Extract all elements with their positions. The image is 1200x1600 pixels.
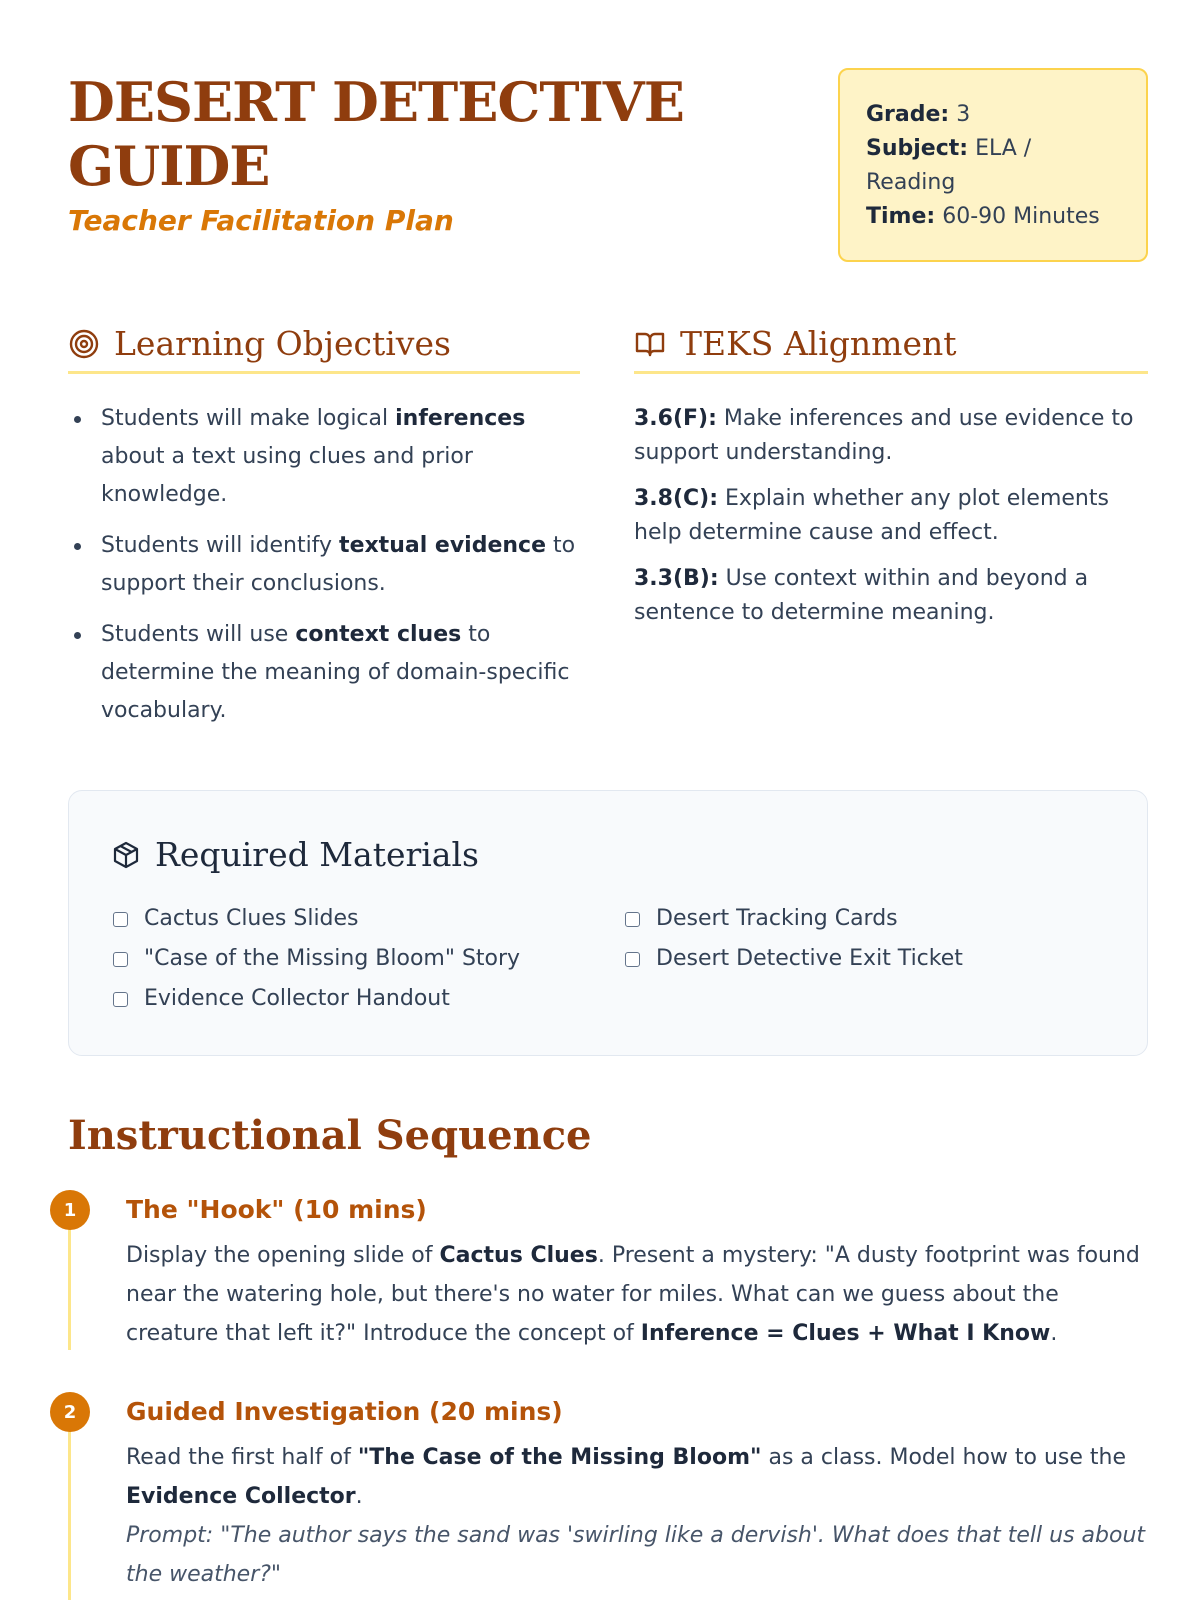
- objective-text: Students will make logical: [101, 406, 396, 431]
- teks-text: Use context within and beyond a sentence to determine meaning.: [634, 566, 1089, 625]
- step-keyword: Cactus Clues: [439, 1243, 598, 1268]
- objectives-list: [68, 400, 580, 743]
- package-icon: [111, 840, 141, 870]
- material-label: Desert Detective Exit Ticket: [656, 946, 963, 971]
- list-item[interactable]: [113, 899, 520, 939]
- materials-heading-text: Required Materials: [155, 835, 479, 874]
- step-text: as a class. Model how to use the: [761, 1445, 1127, 1470]
- objective-keyword: context clues: [295, 622, 462, 647]
- book-open-icon: [634, 328, 666, 360]
- step-body: [126, 1438, 1148, 1516]
- step-text: Display the opening slide of: [126, 1243, 440, 1268]
- material-label: "Case of the Missing Bloom" Story: [144, 946, 521, 971]
- step-text: Read the first half of: [126, 1445, 358, 1470]
- lesson-info-box: [838, 68, 1148, 262]
- material-label: Evidence Collector Handout: [144, 986, 450, 1011]
- grade-label: Grade:: [866, 102, 950, 127]
- subject-value: ELA / Reading: [866, 136, 1032, 195]
- materials-list-left: [113, 899, 520, 1019]
- material-checkbox[interactable]: [113, 912, 128, 927]
- target-icon: [68, 328, 100, 360]
- step-keyword: Inference = Clues + What I Know: [640, 1321, 1051, 1346]
- time-row: [866, 200, 1120, 234]
- objective-text: Students will use: [101, 622, 296, 647]
- objective-text: to support their conclusions.: [101, 533, 576, 596]
- material-checkbox[interactable]: [113, 992, 128, 1007]
- teks-code: 3.8(C):: [634, 486, 719, 511]
- page-subtitle: Teacher Facilitation Plan: [68, 204, 454, 237]
- page-title: DESERT DETECTIVE GUIDE: [68, 70, 684, 198]
- sequence-step-1: [63, 1190, 1148, 1353]
- material-checkbox[interactable]: [113, 952, 128, 967]
- step-number: 1: [50, 1190, 90, 1230]
- step-keyword: "The Case of the Missing Bloom": [357, 1445, 762, 1470]
- material-label: Desert Tracking Cards: [656, 906, 898, 931]
- list-item: [68, 400, 580, 514]
- teks-text: Explain whether any plot elements help determine cause and effect.: [634, 486, 1109, 545]
- teks-item: [634, 482, 1148, 550]
- teks-heading: [634, 316, 1148, 374]
- teks-heading-text: TEKS Alignment: [680, 324, 957, 363]
- step-text: .: [355, 1484, 363, 1509]
- list-item[interactable]: [113, 979, 520, 1019]
- material-checkbox[interactable]: [625, 912, 640, 927]
- objective-keyword: textual evidence: [339, 533, 546, 558]
- step-timeline: [68, 1210, 71, 1350]
- list-item[interactable]: [625, 939, 963, 979]
- list-item: [68, 616, 580, 730]
- subject-label: Subject:: [866, 136, 969, 161]
- step-text: .: [1050, 1321, 1058, 1346]
- step-body: [126, 1236, 1148, 1353]
- step-title: The "Hook" (10 mins): [126, 1195, 427, 1224]
- time-label: Time:: [866, 204, 936, 229]
- list-item[interactable]: [113, 939, 520, 979]
- list-item[interactable]: [625, 899, 963, 939]
- objectives-heading-text: Learning Objectives: [114, 324, 451, 363]
- sequence-heading: Instructional Sequence: [68, 1112, 592, 1159]
- teks-text: Make inferences and use evidence to support understanding.: [634, 406, 1134, 465]
- materials-list-right: [625, 899, 963, 979]
- step-prompt: Prompt: "The author says the sand was 'swirling like a dervish'. What does that tell us about the weather?": [126, 1523, 1146, 1587]
- teks-list: [634, 402, 1148, 642]
- list-item: [68, 527, 580, 603]
- material-label: Cactus Clues Slides: [144, 906, 359, 931]
- step-timeline: [68, 1412, 71, 1600]
- teks-code: 3.3(B):: [634, 566, 719, 591]
- step-keyword: Evidence Collector: [126, 1484, 356, 1509]
- teks-item: [634, 402, 1148, 470]
- step-number: 2: [50, 1392, 90, 1432]
- step-title: Guided Investigation (20 mins): [126, 1397, 563, 1426]
- objective-text: Students will identify: [101, 533, 340, 558]
- materials-panel: [68, 790, 1148, 1056]
- materials-heading: [111, 835, 479, 874]
- step-text: . Present a mystery: "A dusty footprint was found near the watering hole, but there's no water for miles. What can we guess about the creature that left it?" Introduce the concept of: [126, 1243, 1140, 1346]
- sequence-step-2: [63, 1392, 1148, 1594]
- objective-text: about a text using clues and prior knowledge.: [101, 444, 473, 507]
- grade-value: 3: [956, 102, 971, 127]
- page-header: [68, 70, 768, 237]
- objectives-heading: [68, 316, 580, 374]
- subject-row: [866, 132, 1120, 200]
- objective-keyword: inferences: [395, 406, 526, 431]
- teks-code: 3.6(F):: [634, 406, 717, 431]
- teks-item: [634, 562, 1148, 630]
- material-checkbox[interactable]: [625, 952, 640, 967]
- grade-row: [866, 98, 1120, 132]
- time-value: 60-90 Minutes: [942, 204, 1100, 229]
- objective-text: to determine the meaning of domain-specific vocabulary.: [101, 622, 570, 723]
